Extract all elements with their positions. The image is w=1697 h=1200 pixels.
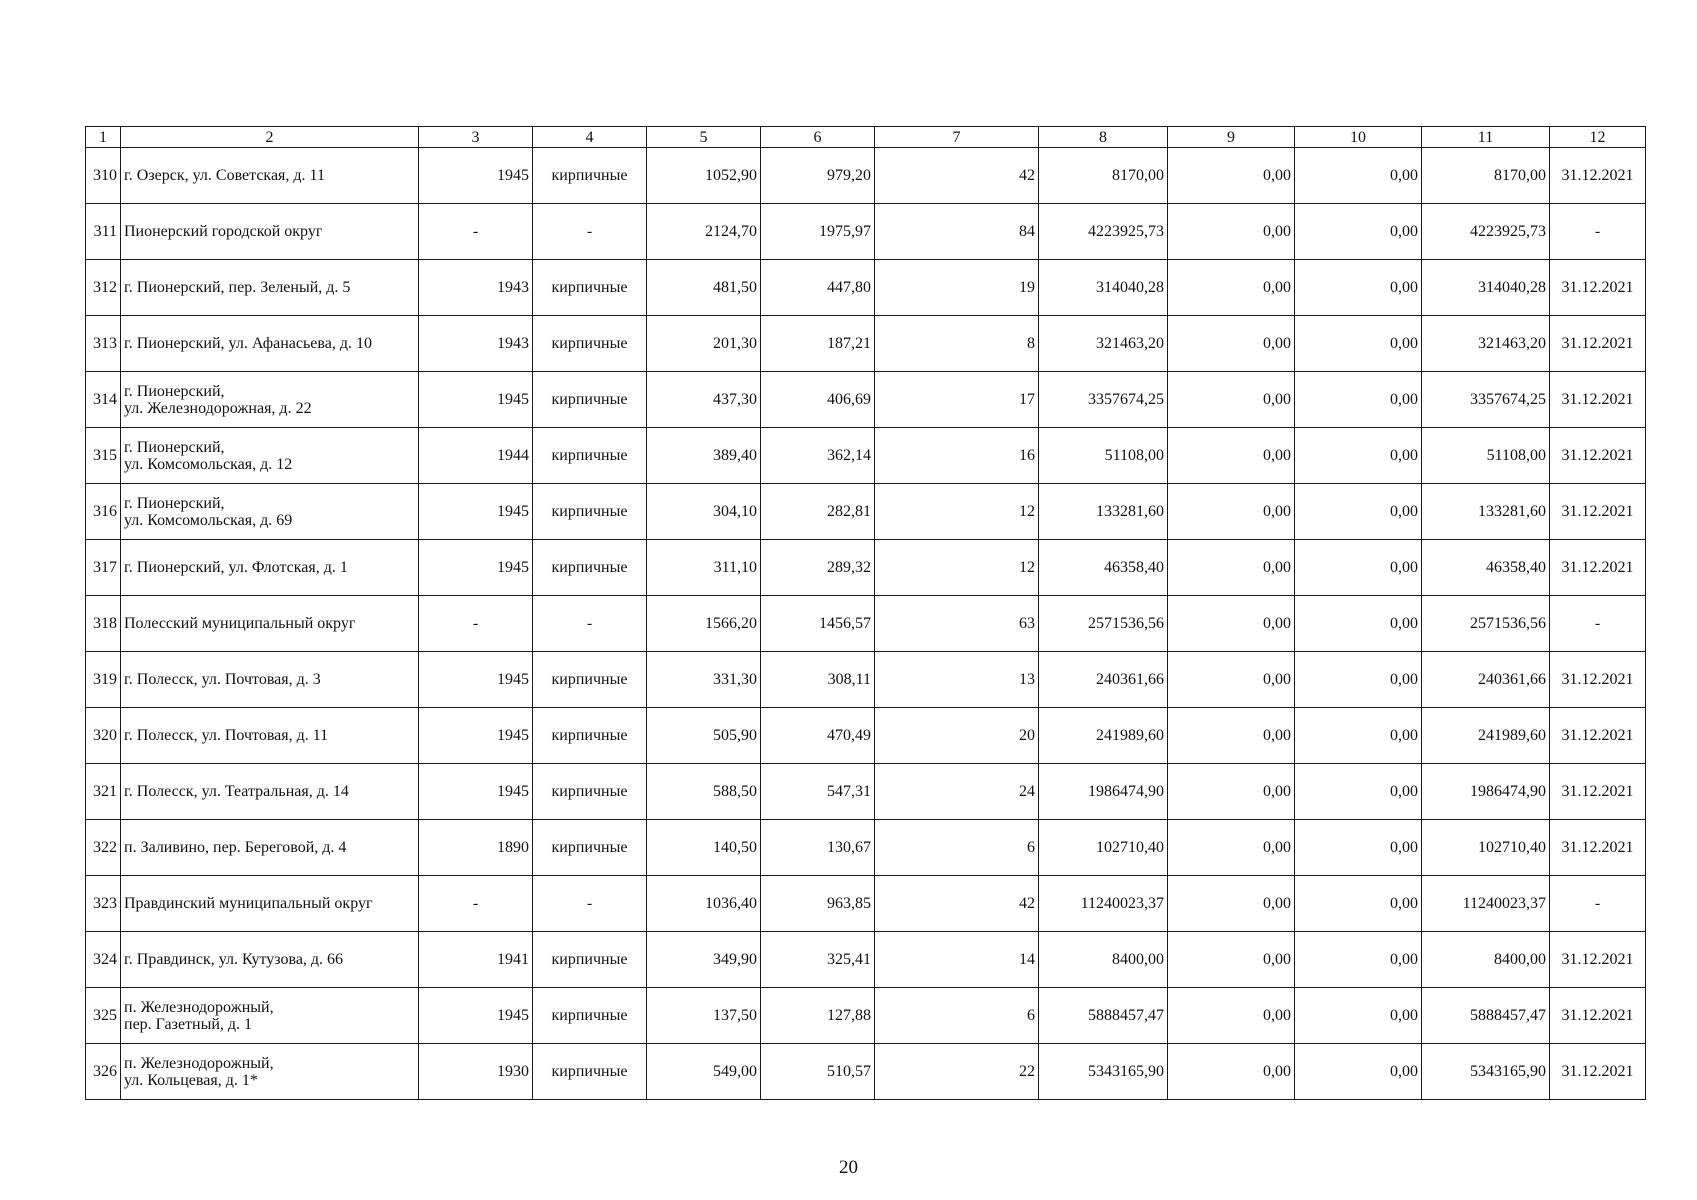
value-cell: 0,00: [1168, 540, 1295, 596]
date-cell: -: [1550, 204, 1646, 260]
value-cell: 308,11: [761, 652, 875, 708]
value-cell: 5343165,90: [1422, 1044, 1550, 1100]
value-cell: 321463,20: [1422, 316, 1550, 372]
date-cell: 31.12.2021: [1550, 540, 1646, 596]
material-cell: кирпичные: [533, 652, 647, 708]
value-cell: 240361,66: [1422, 652, 1550, 708]
value-cell: 0,00: [1168, 820, 1295, 876]
column-header: 11: [1422, 127, 1550, 148]
value-cell: 0,00: [1168, 316, 1295, 372]
material-cell: кирпичные: [533, 932, 647, 988]
year-cell: 1945: [419, 652, 533, 708]
table-row: [86, 876, 1646, 932]
value-cell: 0,00: [1295, 932, 1422, 988]
address-cell: [121, 316, 419, 372]
value-cell: 979,20: [761, 148, 875, 204]
value-cell: 51108,00: [1422, 428, 1550, 484]
value-cell: 0,00: [1295, 1044, 1422, 1100]
value-cell: 331,30: [647, 652, 761, 708]
address-line: Полесский муниципальный округ: [124, 615, 356, 632]
address-cell: [121, 428, 419, 484]
address-line: ул. Железнодорожная, д. 22: [124, 399, 312, 417]
address-cell: [121, 484, 419, 540]
value-cell: 4223925,73: [1039, 204, 1168, 260]
address-cell: [121, 372, 419, 428]
row-number-cell: 325: [86, 988, 121, 1044]
value-cell: 0,00: [1295, 204, 1422, 260]
value-cell: 510,57: [761, 1044, 875, 1100]
address-line: п. Железнодорожный,: [124, 1054, 274, 1072]
value-cell: 547,31: [761, 764, 875, 820]
address-cell: [121, 148, 419, 204]
value-cell: 6: [875, 988, 1039, 1044]
address-line: п. Железнодорожный,: [124, 998, 274, 1016]
year-cell: 1943: [419, 316, 533, 372]
value-cell: 289,32: [761, 540, 875, 596]
value-cell: 0,00: [1295, 652, 1422, 708]
year-cell: 1945: [419, 372, 533, 428]
value-cell: 2571536,56: [1039, 596, 1168, 652]
column-header: 5: [647, 127, 761, 148]
material-cell: кирпичные: [533, 372, 647, 428]
year-cell: 1941: [419, 932, 533, 988]
value-cell: 0,00: [1295, 988, 1422, 1044]
table-row: [86, 820, 1646, 876]
material-cell: -: [533, 204, 647, 260]
value-cell: 8400,00: [1039, 932, 1168, 988]
value-cell: 6: [875, 820, 1039, 876]
value-cell: 0,00: [1168, 876, 1295, 932]
value-cell: 2571536,56: [1422, 596, 1550, 652]
value-cell: 17: [875, 372, 1039, 428]
address-cell: [121, 260, 419, 316]
date-cell: 31.12.2021: [1550, 932, 1646, 988]
year-cell: 1945: [419, 988, 533, 1044]
column-header: 4: [533, 127, 647, 148]
address-line: г. Пионерский,: [124, 494, 225, 512]
value-cell: 11240023,37: [1039, 876, 1168, 932]
value-cell: 8170,00: [1422, 148, 1550, 204]
value-cell: 63: [875, 596, 1039, 652]
row-number-cell: 310: [86, 148, 121, 204]
value-cell: 1456,57: [761, 596, 875, 652]
value-cell: 8: [875, 316, 1039, 372]
table-row: [86, 540, 1646, 596]
value-cell: 1036,40: [647, 876, 761, 932]
column-header: 10: [1295, 127, 1422, 148]
date-cell: 31.12.2021: [1550, 316, 1646, 372]
value-cell: 42: [875, 148, 1039, 204]
address-cell: [121, 764, 419, 820]
table-row: [86, 372, 1646, 428]
address-line: г. Пионерский, ул. Флотская, д. 1: [124, 559, 348, 576]
material-cell: кирпичные: [533, 988, 647, 1044]
value-cell: 0,00: [1168, 708, 1295, 764]
value-cell: 241989,60: [1422, 708, 1550, 764]
value-cell: 22: [875, 1044, 1039, 1100]
year-cell: 1944: [419, 428, 533, 484]
row-number-cell: 312: [86, 260, 121, 316]
buildings-table: [85, 126, 1646, 1100]
value-cell: 282,81: [761, 484, 875, 540]
value-cell: 241989,60: [1039, 708, 1168, 764]
row-number-cell: 311: [86, 204, 121, 260]
year-cell: 1945: [419, 708, 533, 764]
material-cell: -: [533, 876, 647, 932]
value-cell: 5888457,47: [1039, 988, 1168, 1044]
value-cell: 437,30: [647, 372, 761, 428]
row-number-cell: 326: [86, 1044, 121, 1100]
year-cell: 1890: [419, 820, 533, 876]
value-cell: 0,00: [1295, 764, 1422, 820]
value-cell: 304,10: [647, 484, 761, 540]
row-number-cell: 319: [86, 652, 121, 708]
value-cell: 0,00: [1168, 652, 1295, 708]
year-cell: 1945: [419, 764, 533, 820]
value-cell: 325,41: [761, 932, 875, 988]
column-number-row: [86, 127, 1646, 148]
date-cell: 31.12.2021: [1550, 484, 1646, 540]
value-cell: 0,00: [1168, 764, 1295, 820]
column-header: 12: [1550, 127, 1646, 148]
value-cell: 0,00: [1168, 932, 1295, 988]
value-cell: 13: [875, 652, 1039, 708]
row-number-cell: 320: [86, 708, 121, 764]
material-cell: кирпичные: [533, 316, 647, 372]
value-cell: 0,00: [1168, 204, 1295, 260]
column-header: 8: [1039, 127, 1168, 148]
address-cell: [121, 876, 419, 932]
address-line: г. Полесск, ул. Театральная, д. 14: [124, 783, 349, 800]
value-cell: 46358,40: [1422, 540, 1550, 596]
table-body: [86, 148, 1646, 1100]
value-cell: 0,00: [1295, 876, 1422, 932]
address-line: г. Пионерский,: [124, 438, 225, 456]
address-line: г. Правдинск, ул. Кутузова, д. 66: [124, 951, 344, 968]
address-line: ул. Комсомольская, д. 12: [124, 455, 293, 473]
value-cell: 0,00: [1295, 596, 1422, 652]
address-line: г. Полесск, ул. Почтовая, д. 3: [124, 671, 321, 688]
value-cell: 11240023,37: [1422, 876, 1550, 932]
value-cell: 8400,00: [1422, 932, 1550, 988]
row-number-cell: 321: [86, 764, 121, 820]
date-cell: 31.12.2021: [1550, 708, 1646, 764]
address-line: пер. Газетный, д. 1: [124, 1015, 253, 1033]
column-header: 2: [121, 127, 419, 148]
value-cell: 549,00: [647, 1044, 761, 1100]
value-cell: 5888457,47: [1422, 988, 1550, 1044]
value-cell: 24: [875, 764, 1039, 820]
page-number: 20: [839, 1157, 858, 1178]
value-cell: 0,00: [1168, 260, 1295, 316]
value-cell: 0,00: [1295, 820, 1422, 876]
year-cell: -: [419, 204, 533, 260]
value-cell: 314040,28: [1422, 260, 1550, 316]
value-cell: 133281,60: [1422, 484, 1550, 540]
value-cell: 321463,20: [1039, 316, 1168, 372]
address-line: г. Озерск, ул. Советская, д. 11: [124, 167, 325, 184]
address-line: г. Пионерский, ул. Афанасьева, д. 10: [124, 335, 372, 352]
value-cell: 963,85: [761, 876, 875, 932]
value-cell: 311,10: [647, 540, 761, 596]
value-cell: 0,00: [1168, 988, 1295, 1044]
table-row: [86, 428, 1646, 484]
year-cell: -: [419, 876, 533, 932]
value-cell: 481,50: [647, 260, 761, 316]
value-cell: 470,49: [761, 708, 875, 764]
value-cell: 46358,40: [1039, 540, 1168, 596]
address-cell: [121, 204, 419, 260]
value-cell: 1566,20: [647, 596, 761, 652]
table-row: [86, 764, 1646, 820]
table-row: [86, 260, 1646, 316]
row-number-cell: 323: [86, 876, 121, 932]
value-cell: 349,90: [647, 932, 761, 988]
value-cell: 2124,70: [647, 204, 761, 260]
row-number-cell: 322: [86, 820, 121, 876]
value-cell: 102710,40: [1039, 820, 1168, 876]
date-cell: -: [1550, 876, 1646, 932]
column-header: 6: [761, 127, 875, 148]
value-cell: 187,21: [761, 316, 875, 372]
value-cell: 130,67: [761, 820, 875, 876]
material-cell: кирпичные: [533, 820, 647, 876]
year-cell: 1945: [419, 148, 533, 204]
value-cell: 84: [875, 204, 1039, 260]
address-line: Правдинский муниципальный округ: [124, 895, 373, 912]
table-row: [86, 204, 1646, 260]
material-cell: кирпичные: [533, 540, 647, 596]
row-number-cell: 314: [86, 372, 121, 428]
table-row: [86, 1044, 1646, 1100]
value-cell: 1986474,90: [1039, 764, 1168, 820]
value-cell: 127,88: [761, 988, 875, 1044]
value-cell: 0,00: [1295, 260, 1422, 316]
date-cell: 31.12.2021: [1550, 764, 1646, 820]
date-cell: -: [1550, 596, 1646, 652]
value-cell: 4223925,73: [1422, 204, 1550, 260]
address-line: п. Заливино, пер. Береговой, д. 4: [124, 839, 347, 856]
value-cell: 406,69: [761, 372, 875, 428]
address-cell: [121, 708, 419, 764]
address-line: Пионерский городской округ: [124, 223, 323, 240]
material-cell: -: [533, 596, 647, 652]
value-cell: 140,50: [647, 820, 761, 876]
date-cell: 31.12.2021: [1550, 428, 1646, 484]
value-cell: 8170,00: [1039, 148, 1168, 204]
value-cell: 3357674,25: [1422, 372, 1550, 428]
value-cell: 51108,00: [1039, 428, 1168, 484]
column-header: 3: [419, 127, 533, 148]
year-cell: 1930: [419, 1044, 533, 1100]
address-cell: [121, 820, 419, 876]
year-cell: 1945: [419, 484, 533, 540]
date-cell: 31.12.2021: [1550, 372, 1646, 428]
value-cell: 0,00: [1168, 428, 1295, 484]
value-cell: 102710,40: [1422, 820, 1550, 876]
value-cell: 389,40: [647, 428, 761, 484]
address-cell: [121, 988, 419, 1044]
value-cell: 0,00: [1168, 484, 1295, 540]
address-cell: [121, 1044, 419, 1100]
value-cell: 42: [875, 876, 1039, 932]
address-cell: [121, 652, 419, 708]
year-cell: 1943: [419, 260, 533, 316]
address-line: ул. Кольцевая, д. 1*: [124, 1071, 258, 1089]
table-row: [86, 652, 1646, 708]
value-cell: 137,50: [647, 988, 761, 1044]
table-row: [86, 932, 1646, 988]
value-cell: 362,14: [761, 428, 875, 484]
address-line: г. Полесск, ул. Почтовая, д. 11: [124, 727, 329, 744]
value-cell: 1986474,90: [1422, 764, 1550, 820]
material-cell: кирпичные: [533, 484, 647, 540]
table-row: [86, 988, 1646, 1044]
row-number-cell: 324: [86, 932, 121, 988]
value-cell: 314040,28: [1039, 260, 1168, 316]
value-cell: 505,90: [647, 708, 761, 764]
value-cell: 0,00: [1295, 484, 1422, 540]
column-header: 7: [875, 127, 1039, 148]
row-number-cell: 317: [86, 540, 121, 596]
value-cell: 20: [875, 708, 1039, 764]
value-cell: 447,80: [761, 260, 875, 316]
date-cell: 31.12.2021: [1550, 1044, 1646, 1100]
date-cell: 31.12.2021: [1550, 260, 1646, 316]
table-row: [86, 708, 1646, 764]
value-cell: 12: [875, 540, 1039, 596]
value-cell: 133281,60: [1039, 484, 1168, 540]
address-cell: [121, 932, 419, 988]
value-cell: 12: [875, 484, 1039, 540]
table-row: [86, 596, 1646, 652]
value-cell: 0,00: [1295, 372, 1422, 428]
row-number-cell: 316: [86, 484, 121, 540]
address-cell: [121, 540, 419, 596]
year-cell: -: [419, 596, 533, 652]
row-number-cell: 315: [86, 428, 121, 484]
table-row: [86, 484, 1646, 540]
material-cell: кирпичные: [533, 428, 647, 484]
address-line: г. Пионерский,: [124, 382, 225, 400]
value-cell: 0,00: [1168, 372, 1295, 428]
date-cell: 31.12.2021: [1550, 820, 1646, 876]
value-cell: 3357674,25: [1039, 372, 1168, 428]
value-cell: 19: [875, 260, 1039, 316]
row-number-cell: 318: [86, 596, 121, 652]
column-header: 1: [86, 127, 121, 148]
value-cell: 5343165,90: [1039, 1044, 1168, 1100]
date-cell: 31.12.2021: [1550, 652, 1646, 708]
material-cell: кирпичные: [533, 708, 647, 764]
material-cell: кирпичные: [533, 260, 647, 316]
value-cell: 0,00: [1295, 540, 1422, 596]
value-cell: 0,00: [1295, 148, 1422, 204]
value-cell: 0,00: [1295, 428, 1422, 484]
address-line: ул. Комсомольская, д. 69: [124, 511, 293, 529]
value-cell: 14: [875, 932, 1039, 988]
value-cell: 1052,90: [647, 148, 761, 204]
value-cell: 0,00: [1168, 148, 1295, 204]
address-cell: [121, 596, 419, 652]
table-row: [86, 148, 1646, 204]
value-cell: 16: [875, 428, 1039, 484]
value-cell: 0,00: [1168, 596, 1295, 652]
table-row: [86, 316, 1646, 372]
row-number-cell: 313: [86, 316, 121, 372]
value-cell: 240361,66: [1039, 652, 1168, 708]
date-cell: 31.12.2021: [1550, 148, 1646, 204]
year-cell: 1945: [419, 540, 533, 596]
value-cell: 0,00: [1168, 1044, 1295, 1100]
column-header: 9: [1168, 127, 1295, 148]
material-cell: кирпичные: [533, 1044, 647, 1100]
material-cell: кирпичные: [533, 148, 647, 204]
value-cell: 1975,97: [761, 204, 875, 260]
value-cell: 0,00: [1295, 708, 1422, 764]
value-cell: 588,50: [647, 764, 761, 820]
material-cell: кирпичные: [533, 764, 647, 820]
value-cell: 0,00: [1295, 316, 1422, 372]
address-line: г. Пионерский, пер. Зеленый, д. 5: [124, 279, 351, 296]
value-cell: 201,30: [647, 316, 761, 372]
date-cell: 31.12.2021: [1550, 988, 1646, 1044]
